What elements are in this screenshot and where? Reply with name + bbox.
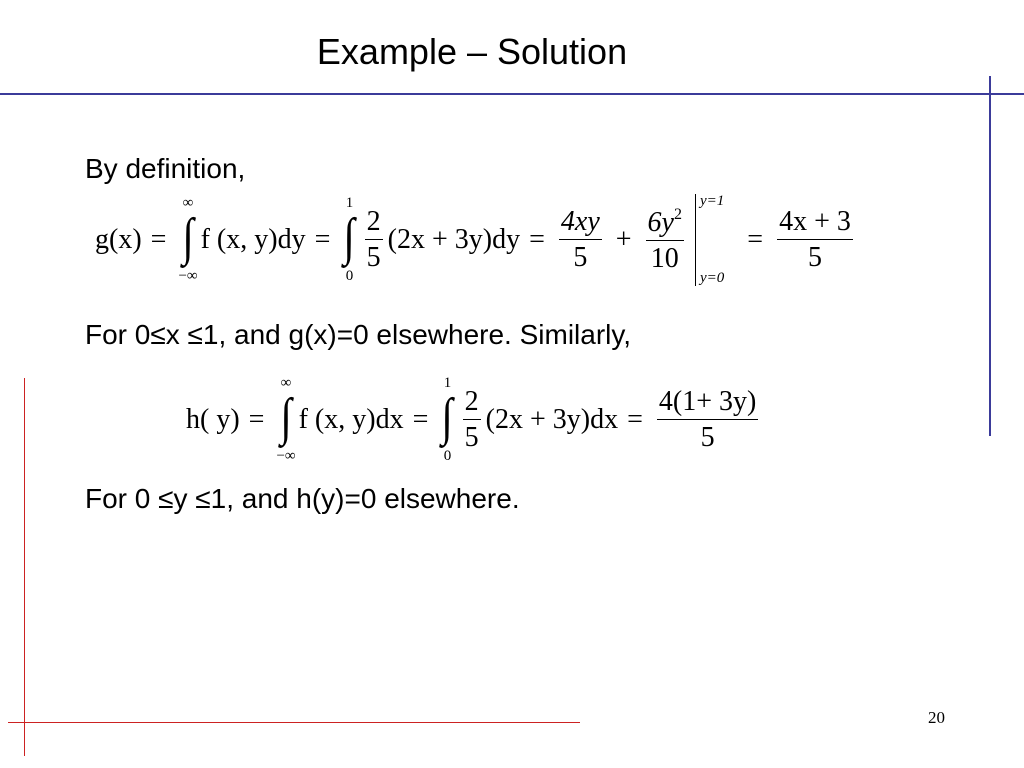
eq2-integrand-2: (2x + 3y)dx: [485, 404, 619, 435]
integral-sign: ∞ ∫ −∞: [178, 195, 198, 284]
evaluation-bar: y=1 y=0: [695, 194, 724, 286]
bottom-divider-line: [8, 722, 580, 723]
fraction: $\frac{4(1+ 3y)}{5}$: [658, 385, 757, 454]
equation-g-of-x: g(x) = ∞ ∫ −∞ f (x, y)dy = 1 ∫ 0 $\frac{2}{5}$ (2x + 3y)dy = $\frac{4xy}{5}$ + $\frac{6y^2}{10}$ y=1 y=0 = $\frac{4x + 3}{5}$: [95, 193, 851, 286]
fraction: $\frac{2}{5}$: [366, 205, 381, 274]
top-divider-line: [0, 93, 1024, 95]
fraction: $\frac{4xy}{5}$: [560, 205, 600, 274]
fraction: $\frac{2}{5}$: [464, 385, 479, 454]
right-accent-line: [989, 76, 991, 436]
eq1-integrand-2: (2x + 3y)dy: [387, 224, 521, 255]
integral-sign: 1 ∫ 0: [441, 375, 454, 464]
page-number: 20: [928, 708, 945, 727]
equation-h-of-y: h( y) = ∞ ∫ −∞ f (x, y)dx = 1 ∫ 0 $\frac{2}{5}$ (2x + 3y)dx = $\frac{4(1+ 3y)}{5}$: [186, 375, 757, 464]
integral-sign: ∞ ∫ −∞: [276, 375, 296, 464]
slide-title: Example – Solution: [316, 31, 628, 72]
text-by-definition: By definition,: [85, 153, 246, 184]
integral-sign: 1 ∫ 0: [343, 195, 356, 284]
eq2-lhs: h( y): [186, 404, 240, 435]
text-h-domain: For 0 ≤y ≤1, and h(y)=0 elsewhere.: [85, 483, 520, 514]
fraction: $\frac{4x + 3}{5}$: [779, 205, 851, 274]
eq2-integrand: f (x, y)dx: [298, 404, 404, 435]
eq1-integrand: f (x, y)dy: [200, 224, 306, 255]
text-g-domain: For 0≤x ≤1, and g(x)=0 elsewhere. Similarly,: [85, 319, 632, 350]
left-accent-line: [24, 378, 25, 756]
fraction: $\frac{6y^2}{10}$: [647, 205, 682, 275]
eq1-lhs: g(x): [95, 224, 142, 255]
